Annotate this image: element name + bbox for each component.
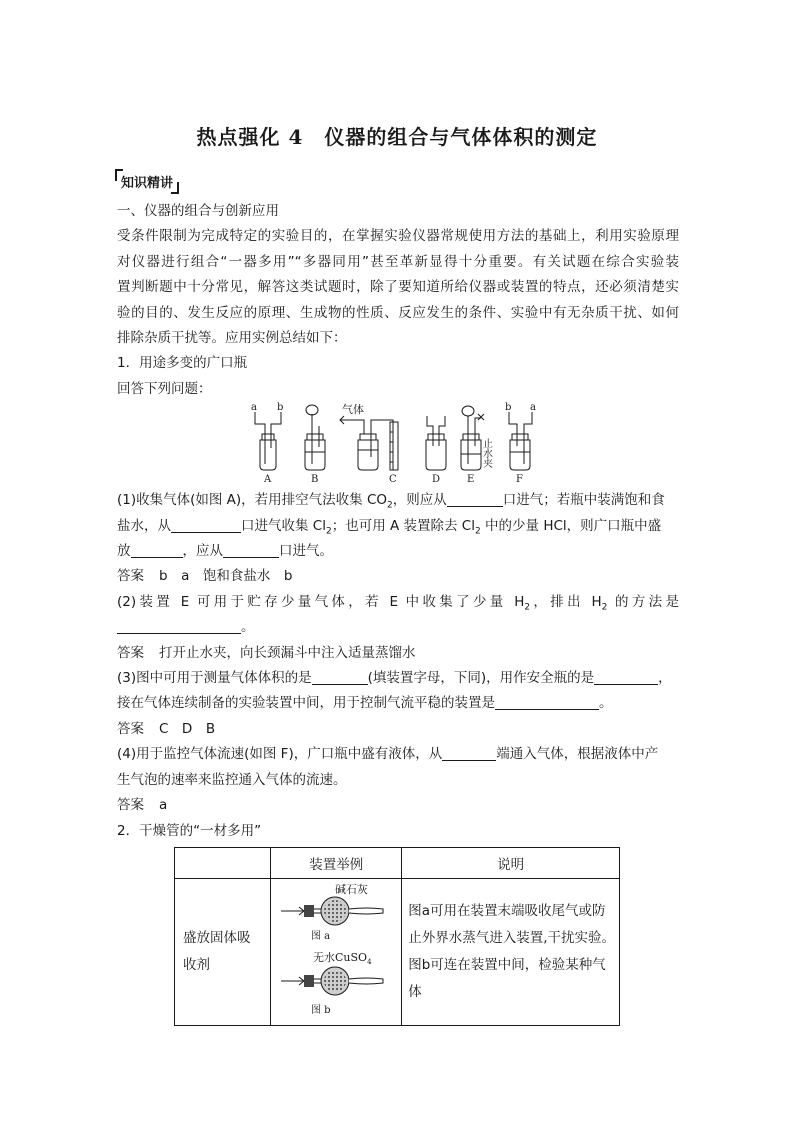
answer-blank[interactable]: [447, 491, 503, 507]
answer-blank[interactable]: [442, 745, 496, 761]
bracket-right-icon: [171, 182, 179, 194]
question-2-line: (2)装置 E 可用于贮存少量气体，若 E 中收集了少量 $H_2$，排出 $H_2$ 的方法是: [117, 594, 679, 613]
intro-line: 对仪器进行组合“一器多用”“多器同用”甚至革新显得十分重要。有关试题在综合实验装: [117, 254, 679, 270]
table-row: [175, 879, 620, 1026]
question-1-line: 放 ，应从 口进气。: [117, 543, 333, 559]
answer-4: [117, 792, 679, 818]
table-header: 说明: [402, 848, 620, 879]
port-label: b: [505, 402, 512, 413]
question-3-line: 接在气体连续制备的实验装置中间，用于控制气流平稳的装置是 。: [117, 695, 613, 711]
figure-label: C: [389, 474, 397, 484]
page-title: 热点强化 4 仪器的组合与气体体积的测定: [196, 125, 598, 149]
port-label: a: [530, 402, 536, 413]
question-4-line: (4)用于监控气体流速(如图 F)，广口瓶中盛有液体，从 端通入气体，根据液体中产: [117, 746, 659, 762]
intro-line: 验的目的、发生反应的原理、生成物的性质、反应发生的条件、实验中有无杂质干扰、如何: [117, 305, 679, 321]
question-2-line: 。: [117, 614, 679, 640]
answer-blank[interactable]: [495, 694, 599, 710]
answer-1: [117, 563, 679, 589]
subheading-drying-tube: 2．干燥管的“一材多用”: [117, 823, 262, 839]
answer-blank[interactable]: [223, 542, 279, 558]
answer-3: [117, 716, 679, 742]
answer-blank[interactable]: [131, 542, 183, 558]
reagent-label: 无水CuSO$_4$: [313, 951, 372, 966]
answer-blank[interactable]: [171, 517, 241, 533]
answer-blank[interactable]: [117, 618, 241, 634]
table-cell-figures: [271, 879, 402, 1026]
use-line: 盛放固体吸: [183, 930, 251, 946]
section-tag: [117, 172, 177, 191]
answer-label: 答案: [117, 797, 144, 813]
bottle-b-icon: [305, 405, 325, 470]
question-prompt: 回答下列问题：: [117, 381, 212, 397]
table-cell-use: [175, 879, 271, 1026]
answer-2: [117, 640, 679, 666]
port-label: a: [251, 402, 257, 413]
bracket-left-icon: [115, 169, 123, 181]
intro-line: 排除杂质干扰等。应用实例总结如下：: [117, 330, 347, 346]
answer-text: C D B: [159, 721, 216, 737]
heading-combination: 一、仪器的组合与创新应用: [117, 203, 279, 219]
figure-caption: 图 a: [311, 931, 331, 942]
intro-line: 置判断题中十分常见，解答这类试题时，除了要知道所给仪器或装置的特点，还必须清楚实: [117, 279, 679, 295]
subheading-bottle: 1．用途多变的广口瓶: [117, 355, 248, 371]
table-header: [175, 848, 271, 879]
question-1-line: (1)收集气体(如图 A)，若用排空气法收集 $CO_2$，则应从 口进气；若瓶中装满饱和食: [117, 492, 665, 511]
figure-label: B: [311, 474, 319, 484]
answer-text: 打开止水夹，向长颈漏斗中注入适量蒸馏水: [159, 645, 416, 661]
table-header: 装置举例: [271, 848, 402, 879]
figure-label: F: [516, 474, 523, 484]
description-line: 止外界水蒸气进入装置,干扰实验。: [408, 930, 615, 946]
answer-label: 答案: [117, 568, 144, 584]
reagent-label: 碱石灰: [335, 883, 369, 896]
bottle-apparatus-figure: [240, 402, 560, 484]
question-3-line: (3)图中可用于测量气体体积的是 (填装置字母，下同)，用作安全瓶的是 ，: [117, 670, 672, 686]
question-1-line: 盐水，从 口进气收集 $Cl_2$；也可用 A 装置除去 $Cl_2$ 中的少量 HCl，则广口瓶中盛: [117, 518, 662, 537]
use-line: 收剂: [183, 957, 210, 973]
figure-label: E: [467, 474, 475, 484]
answer-label: 答案: [117, 645, 144, 661]
description-line: 图b可连在装置中间，检验某种气: [408, 957, 606, 973]
gas-label: 气体: [342, 403, 364, 416]
intro-line: 受条件限制为完成特定的实验目的，在掌握实验仪器常规使用方法的基础上，利用实验原理: [117, 228, 679, 244]
table-header-row: [175, 848, 620, 879]
answer-text: a: [159, 797, 168, 813]
answer-label: 答案: [117, 721, 144, 737]
bottle-c-icon: [340, 416, 398, 470]
answer-blank[interactable]: [594, 669, 658, 685]
question-4-line: 生气泡的速率来监控通入气体的流速。: [117, 772, 347, 788]
bottle-a-icon: [255, 412, 281, 470]
figure-caption: 图 b: [311, 1005, 331, 1016]
drying-tube-a-icon: [281, 897, 383, 925]
drying-tube-table: [174, 847, 620, 1026]
bottle-f-icon: [509, 412, 532, 470]
answer-blank[interactable]: [312, 669, 368, 685]
section-tag-label: 知识精讲: [121, 176, 174, 191]
description-line: 图a可用在装置末端吸收尾气或防: [408, 903, 606, 919]
bottle-d-icon: [426, 416, 446, 470]
drying-tube-b-icon: [281, 967, 383, 995]
description-line: 体: [408, 984, 422, 1000]
clamp-label: 止水夹: [480, 438, 492, 468]
figure-label: D: [432, 474, 441, 484]
drying-tube-figure: [271, 879, 399, 1021]
answer-text: b a 饱和食盐水 b: [159, 568, 293, 584]
figure-label: A: [264, 474, 272, 484]
table-cell-description: [402, 879, 620, 1026]
port-label: b: [277, 402, 284, 413]
